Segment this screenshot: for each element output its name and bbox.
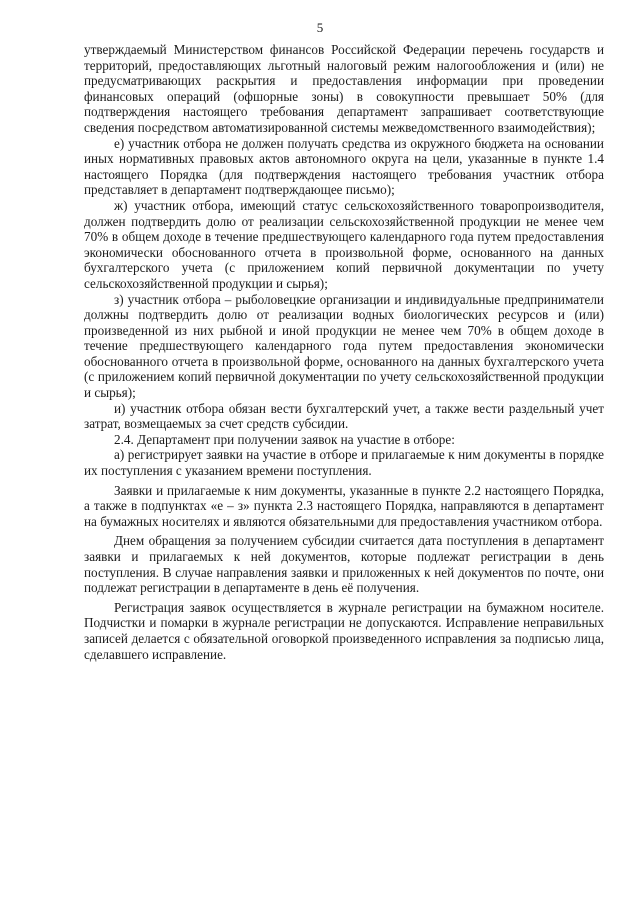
paragraph-section-2-4: 2.4. Департамент при получении заявок на участие в отборе: bbox=[114, 431, 455, 447]
paragraph-registration-journal: Регистрация заявок осуществляется в журнале регистрации на бумажном носителе. Подчистки и помарки в журнале регистрации не допускаются. Исправление неправильных записей делается с обязательной оговоркой произведенного исправления за подписью лица, сделавшего исправление. bbox=[84, 599, 604, 662]
paragraph-item-e: е) участник отбора не должен получать средства из окружного бюджета на основании иных нормативных правовых актов автономного округа на цели, указанные в пункте 1.4 настоящего Порядка (для подтверждения настоящего требования участник отбора представляет в департамент подтверждающее письмо); bbox=[84, 135, 604, 198]
paragraph-paper-documents: Заявки и прилагаемые к ним документы, указанные в пункте 2.2 настоящего Порядка, а также в подпунктах «е – з» пункта 2.3 настоящего Порядка, направляются в департамент на бумажных носителях и являются обязательными для предоставления участником отбора. bbox=[84, 482, 604, 529]
paragraph-item-zh: ж) участник отбора, имеющий статус сельскохозяйственного товаропроизводителя, должен подтвердить долю от реализации сельскохозяйственной продукции не менее чем 70% в общем доходе в течение предшествующего календарного года путем предоставления экономически обоснованного отчета в произвольной форме, основанного на данных бухгалтерского учета (с приложением копий первичной документации по учету сельскохозяйственной продукции и сырья); bbox=[84, 197, 604, 291]
paragraph-application-date: Днем обращения за получением субсидии считается дата поступления в департамент заявки и прилагаемых к ней документов, которые подлежат регистрации в день поступления. В случае направления заявки и приложенных к ней документов по почте, они подлежат регистрации в департаменте в день её получения. bbox=[84, 533, 604, 596]
document-body bbox=[84, 42, 604, 662]
paragraph-item-i: и) участник отбора обязан вести бухгалтерский учет, а также вести раздельный учет затрат, возмещаемых за счет средств субсидии. bbox=[84, 400, 604, 432]
paragraph-offshore-requirement: утверждаемый Министерством финансов Российской Федерации перечень государств и территорий, предоставляющих льготный налоговый режим налогообложения и (или) не предусматривающих раскрытия и предоставления информации при проведении финансовых операций (офшорные зоны) в совокупности превышает 50% (для подтверждения настоящего требования департамент запрашивает соответствующие сведения посредством автоматизированной системы межведомственного взаимодействия); bbox=[84, 42, 604, 135]
page-number: 5 bbox=[316, 20, 324, 35]
paragraph-item-a: а) регистрирует заявки на участие в отборе и прилагаемые к ним документы в порядке их поступления с указанием времени поступления. bbox=[84, 447, 604, 479]
paragraph-item-z: з) участник отбора – рыболовецкие организации и индивидуальные предприниматели должны подтвердить долю от реализации водных биологических ресурсов и (или) произведенной из них рыбной и иной продукции не менее чем 70% в общем доходе в течение предшествующего календарного года путем предоставления экономически обоснованного отчета в произвольной форме, основанного на данных бухгалтерского учета (с приложением копий первичной документации по учету сельскохозяйственной продукции и сырья); bbox=[84, 291, 604, 401]
